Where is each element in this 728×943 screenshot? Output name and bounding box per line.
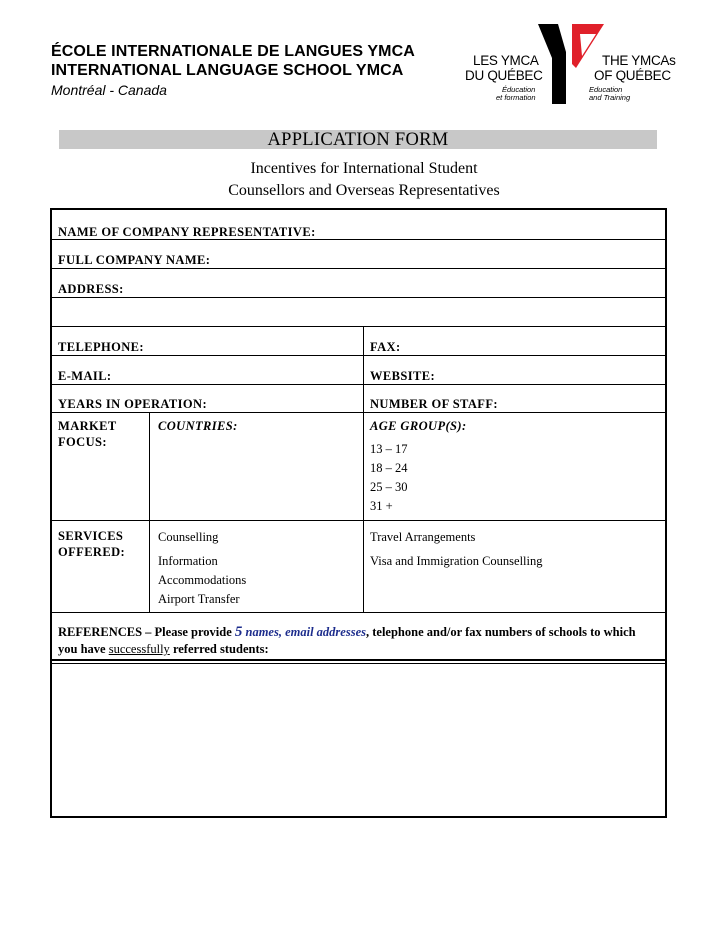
logo-sub-fr-2: et formation: [496, 93, 536, 102]
email-field[interactable]: E-MAIL:: [58, 369, 112, 383]
fax-field[interactable]: FAX:: [370, 340, 401, 354]
service-option[interactable]: Travel Arrangements: [370, 530, 476, 544]
service-option[interactable]: Accommodations: [158, 573, 247, 587]
form-subtitle: [0, 158, 728, 202]
subtitle-line-2: Counsellors and Overseas Representatives: [228, 182, 500, 199]
age-group-option[interactable]: 31 +: [370, 499, 393, 513]
row-divider: [52, 612, 665, 613]
address-line-2-field[interactable]: [52, 298, 665, 325]
row-divider: [52, 659, 665, 661]
service-option[interactable]: Visa and Immigration Counselling: [370, 554, 543, 568]
website-field[interactable]: WEBSITE:: [370, 369, 436, 383]
row-divider: [52, 520, 665, 521]
logo-text-en-2: OF QUÉBEC: [594, 68, 671, 83]
age-group-option[interactable]: 13 – 17: [370, 442, 408, 456]
column-divider: [363, 326, 364, 612]
years-in-operation-field[interactable]: YEARS IN OPERATION:: [58, 397, 208, 411]
services-label-1: SERVICES: [58, 529, 124, 543]
ref-number: 5: [234, 624, 243, 640]
services-label-2: OFFERED:: [58, 545, 126, 559]
number-of-staff-field[interactable]: NUMBER OF STAFF:: [370, 397, 498, 411]
rep-name-field[interactable]: NAME OF COMPANY REPRESENTATIVE:: [58, 225, 316, 239]
logo-text-en-1: THE YMCAs: [602, 53, 676, 68]
ref-underlined: successfully: [108, 642, 170, 656]
school-name-english: INTERNATIONAL LANGUAGE SCHOOL YMCA: [51, 62, 404, 79]
application-form-table: [50, 208, 667, 818]
row-divider: [52, 384, 665, 385]
countries-field[interactable]: COUNTRIES:: [158, 419, 238, 433]
service-option[interactable]: Airport Transfer: [158, 592, 240, 606]
references-instructions: [58, 624, 658, 658]
ref-text-1: REFERENCES – Please provide: [58, 625, 235, 639]
school-name-french: ÉCOLE INTERNATIONALE DE LANGUES YMCA: [51, 43, 415, 60]
logo-sub-en-1: Education: [589, 85, 623, 94]
market-focus-label-2: FOCUS:: [58, 435, 107, 449]
ref-text-3: , telephone and/or fax numbers of schools to which you have: [58, 625, 636, 656]
subtitle-line-1: Incentives for International Student: [250, 160, 478, 177]
market-focus-label-1: MARKET: [58, 419, 117, 433]
column-divider: [149, 412, 150, 612]
service-option[interactable]: Counselling: [158, 530, 219, 544]
ref-text-4: referred students:: [169, 642, 269, 656]
telephone-field[interactable]: TELEPHONE:: [58, 340, 144, 354]
address-field[interactable]: ADDRESS:: [58, 282, 124, 296]
age-group-option[interactable]: 18 – 24: [370, 461, 408, 475]
service-option[interactable]: Information: [158, 554, 218, 568]
references-input-area[interactable]: [52, 665, 665, 816]
logo-text-fr-1: LES YMCA: [473, 53, 539, 68]
company-name-field[interactable]: FULL COMPANY NAME:: [58, 253, 211, 267]
age-groups-label: AGE GROUP(S):: [370, 419, 467, 433]
row-divider: [52, 663, 665, 664]
logo-sub-fr-1: Éducation: [502, 85, 536, 94]
school-location: Montréal - Canada: [51, 82, 167, 98]
row-divider: [52, 326, 665, 327]
ref-text-2: names, email addresses: [242, 625, 366, 639]
age-group-option[interactable]: 25 – 30: [370, 480, 408, 494]
ymca-logo: [462, 28, 684, 108]
school-header: [51, 42, 415, 100]
logo-sub-en-2: and Training: [589, 93, 631, 102]
logo-text-fr-2: DU QUÉBEC: [465, 68, 543, 83]
form-title: APPLICATION FORM: [59, 130, 657, 149]
